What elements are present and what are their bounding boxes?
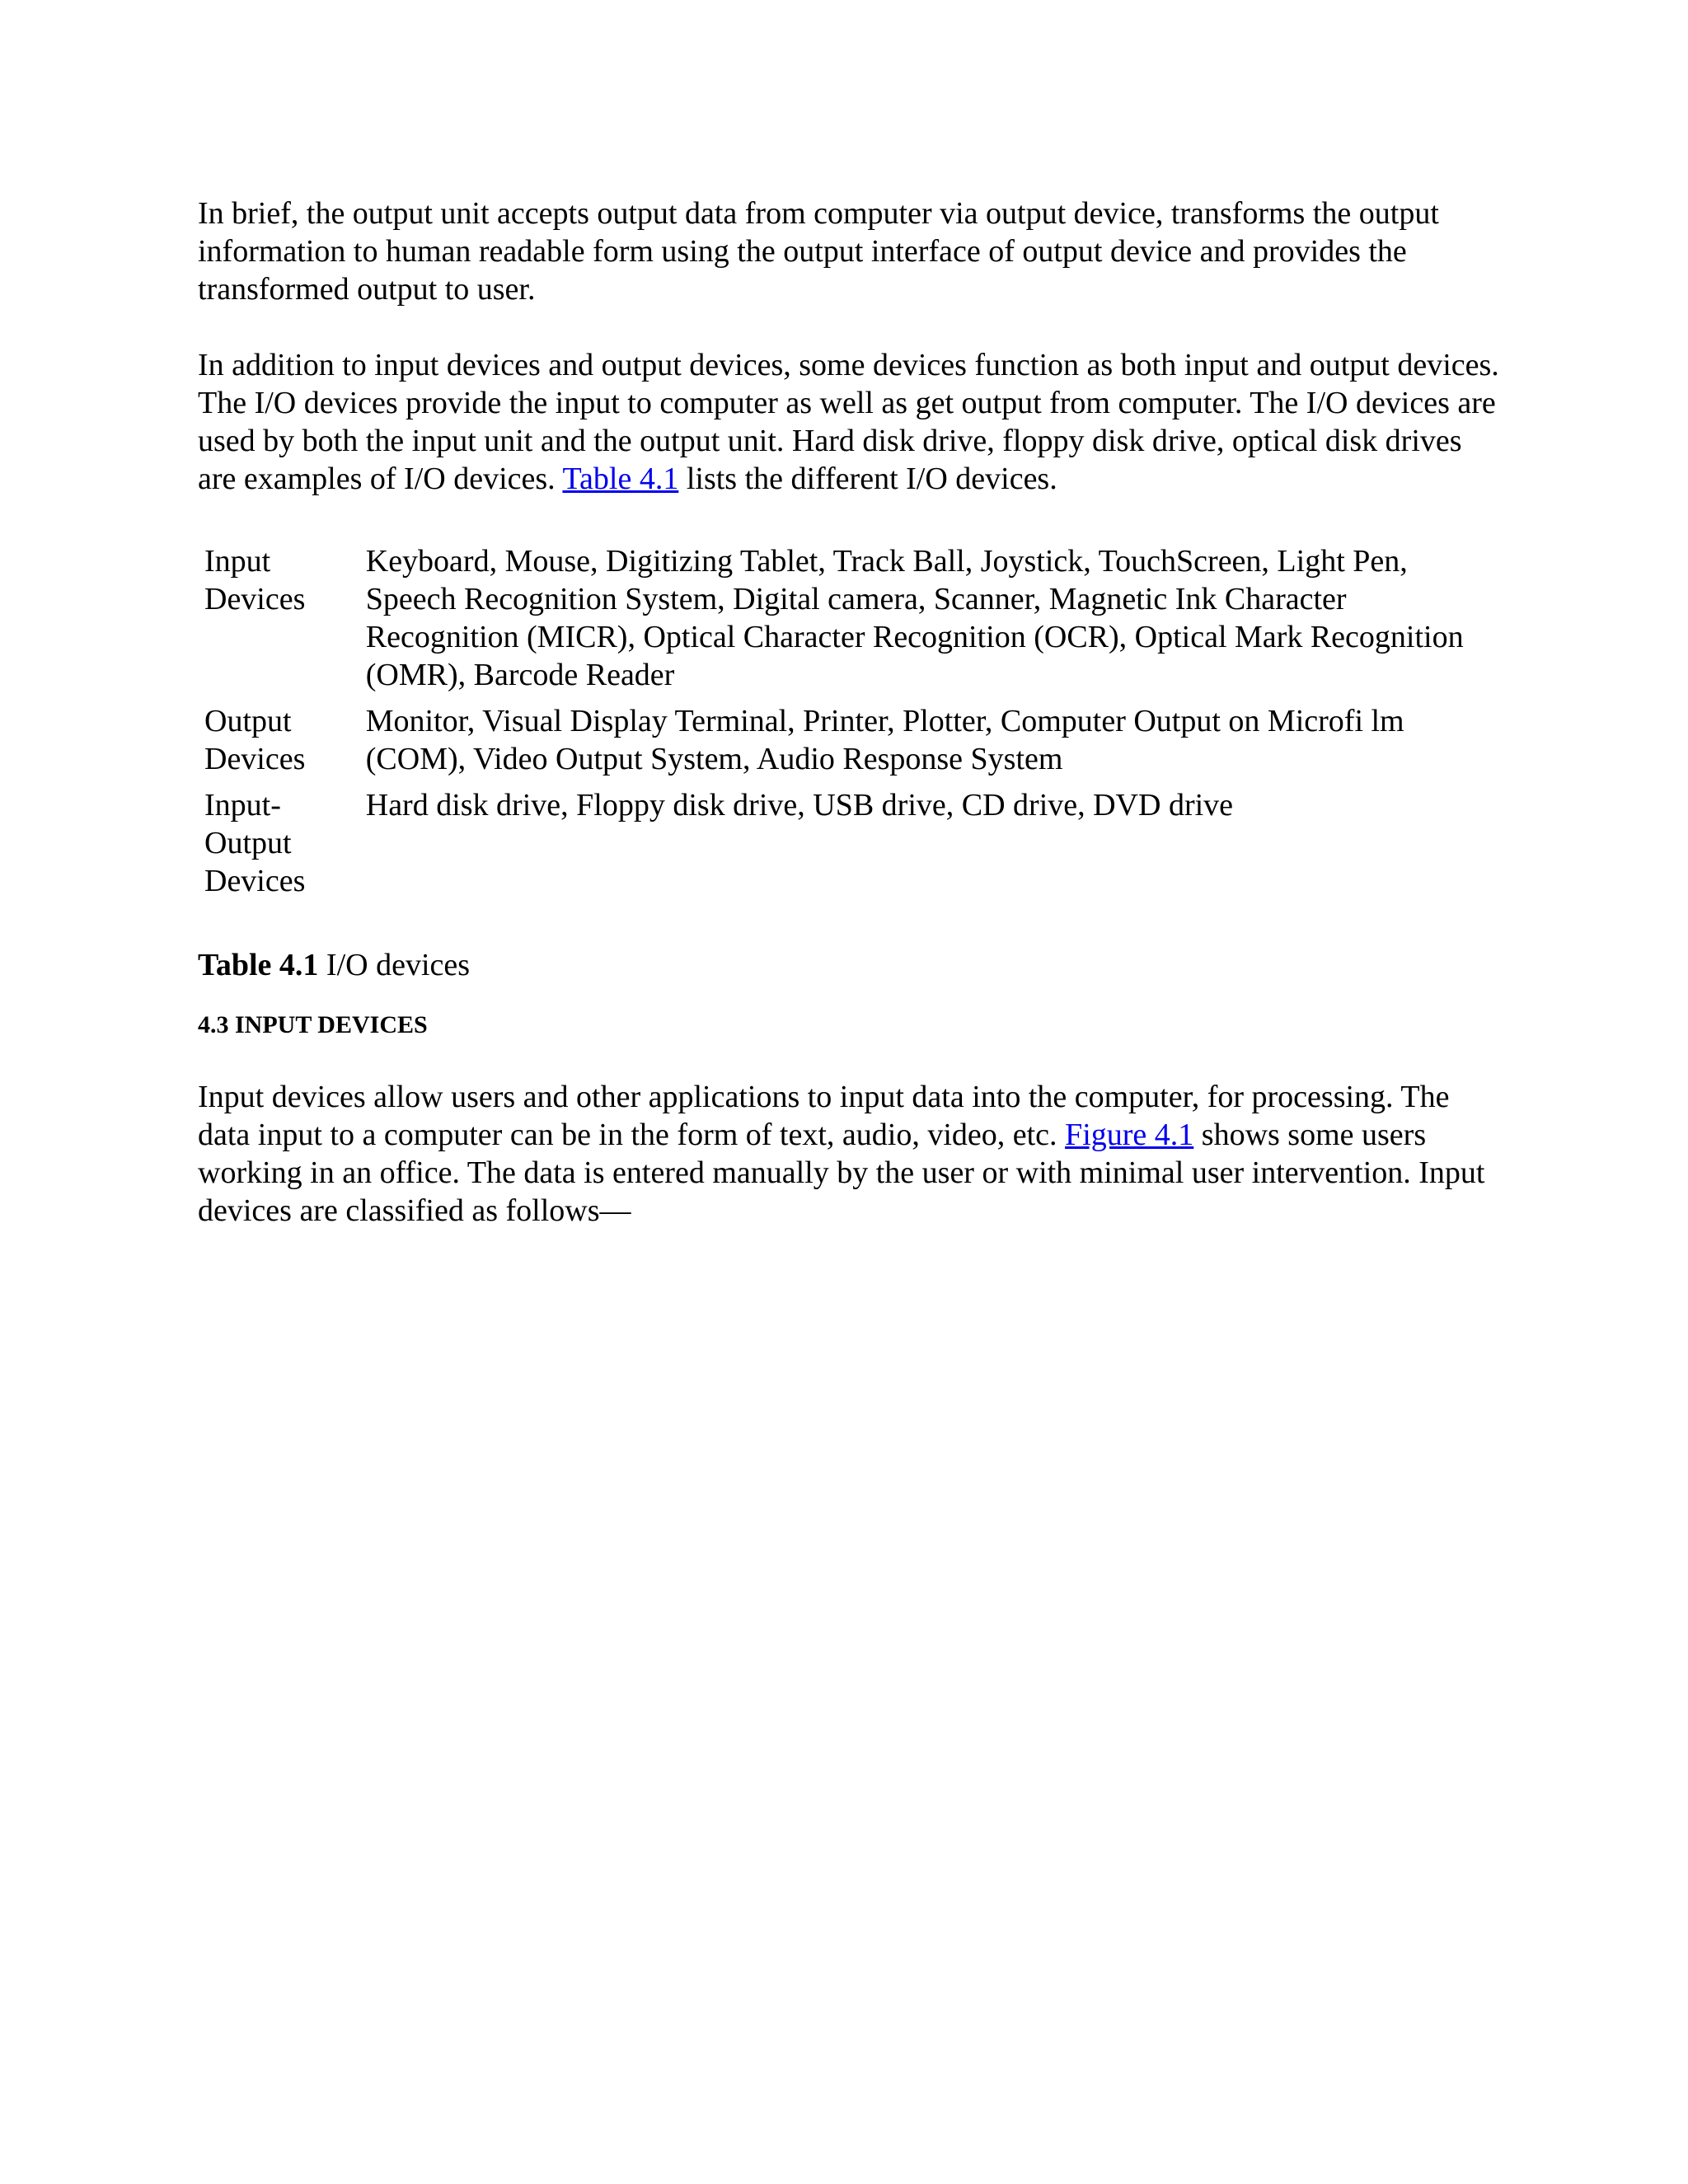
paragraph-io-devices-text: In addition to input devices and output devices, some devices function as both input and output devices. The I/O devices provide the input to computer as well as get output from computer. The I/O devices are used by both the input unit and the output unit. Hard disk drive, floppy disk drive, optical disk drives are examples of I/O devices. <box>198 348 1499 496</box>
paragraph-io-devices-text-end: lists the different I/O devices. <box>678 462 1057 496</box>
table-caption-label: Table 4.1 <box>198 948 319 982</box>
table-row <box>198 786 1500 908</box>
paragraph-input-devices-text: Input devices allow users and other applications to input data into the computer, for processing. The data input to a computer can be in the form of text, audio, video, etc. <box>198 1080 1450 1152</box>
paragraph-input-devices-text-end: shows some users working in an office. The data is entered manually by the user or with minimal user intervention. Input devices are classified as follows— <box>198 1118 1485 1228</box>
document-page <box>198 194 1500 1230</box>
table-devices-cell: Monitor, Visual Display Terminal, Printer, Plotter, Computer Output on Microfi lm (COM), Video Output System, Audio Response System <box>365 704 1404 776</box>
table-caption <box>198 946 1500 984</box>
figure-4-1-link[interactable]: Figure 4.1 <box>1065 1118 1194 1152</box>
paragraph-input-devices <box>198 1078 1500 1230</box>
table-caption-text: I/O devices <box>318 948 471 982</box>
table-devices-cell: Hard disk drive, Floppy disk drive, USB drive, CD drive, DVD drive <box>365 788 1234 823</box>
table-category-cell: Input-Output Devices <box>204 788 306 898</box>
paragraph-io-devices <box>198 346 1500 498</box>
table-category-cell: Output Devices <box>204 704 306 776</box>
table-devices-cell: Keyboard, Mouse, Digitizing Tablet, Track Ball, Joystick, TouchScreen, Light Pen, Speech Recognition System, Digital camera, Scanner, Magnetic Ink Character Recognition (MICR), Optical Character Recognition (OCR), Optical Mark Recognition (OMR), Barcode Reader <box>365 544 1464 692</box>
table-4-1-link[interactable]: Table 4.1 <box>562 462 679 496</box>
table-row <box>198 702 1500 786</box>
io-devices-table <box>198 542 1500 908</box>
paragraph-output-unit: In brief, the output unit accepts output data from computer via output device, transforms the output information to human readable form using the output interface of output device and provides the transformed output to user. <box>198 196 1439 307</box>
section-heading: 4.3 INPUT DEVICES <box>198 1011 428 1038</box>
table-row <box>198 542 1500 702</box>
table-category-cell: Input Devices <box>204 544 306 616</box>
